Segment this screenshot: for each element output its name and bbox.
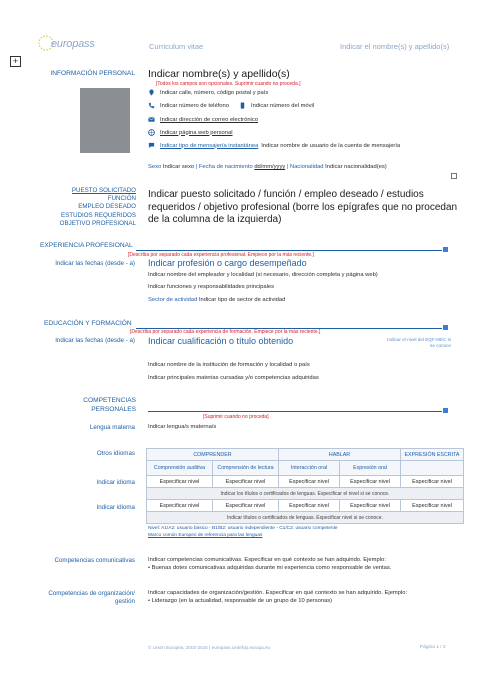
education-title: EDUCACIÓN Y FORMACIÓN (44, 320, 132, 327)
education-subjects: Indicar principales materias cursadas y/o competencias adquiridas (148, 375, 319, 381)
optional-fields-note: [Todos los campos son opcionales. Suprimir cuando no proceda.] (156, 81, 301, 87)
sub-interaccion-oral: Interacción oral (279, 461, 340, 476)
level-cell: Especificar nivel (401, 476, 464, 488)
footer-page-number: Página 1 / 2 (420, 645, 446, 650)
nationality-label: Nacionalidad (290, 164, 324, 170)
sexo-label: Sexo (148, 164, 162, 170)
location-icon (148, 89, 155, 96)
puesto-labels (10, 187, 136, 228)
organization-label (10, 590, 135, 606)
languages-table-subhead (147, 461, 464, 476)
birth-value: dd/mm/yyyy (254, 164, 286, 170)
competencias-separator-marker (443, 408, 448, 413)
sub-comprension-auditiva: Comprensión auditiva (147, 461, 213, 476)
photo-placeholder (80, 88, 130, 153)
communication-text-1: Indicar competencias comunicativas. Especificar en qué contexto se han adquirido. Ejemplo: (148, 557, 386, 563)
address-text: Indicar calle, número, código postal y país (160, 89, 269, 96)
experience-date-label: Indicar las fechas (desde - a) (55, 260, 135, 267)
sub-expresion-oral: Expresión oral (340, 461, 401, 476)
phone-text: Indicar número de teléfono (160, 102, 229, 109)
experience-employer: Indicar nombre del empleador y localidad (si necesario, dirección completa y página web) (148, 272, 378, 278)
puesto-label-2: FUNCIÓN (107, 195, 136, 203)
web-row (148, 129, 233, 136)
certificate-note: Indicar títulos o certificados de lenguas. Especificar nivel si se conoce. (147, 512, 464, 524)
organization-label-2: gestión (115, 598, 135, 605)
lengua-materna-label: Lengua materna (89, 424, 135, 431)
logo-text: europass (51, 38, 95, 50)
web-icon (148, 129, 155, 136)
nationality-value: Indicar nacionalidad(es) (325, 164, 387, 170)
education-note: [Describa por separado cada experiencia de formación. Empiece por la más reciente.] (130, 329, 321, 335)
experience-title: EXPERIENCIA PROFESIONAL (40, 242, 133, 249)
table-row-note (147, 488, 464, 500)
cefr-link[interactable]: Marco común Europeo de referencia para las lenguas (148, 533, 263, 538)
sector-label: Sector de actividad (148, 297, 198, 303)
languages-table (146, 448, 464, 524)
levels-legend: Nivel: A1/A2: usuario básico - B1/B2: usuario independiente - C1/C2: usuario competente (148, 526, 338, 531)
level-cell: Especificar nivel (147, 500, 213, 512)
table-row-note (147, 512, 464, 524)
footer-copyright: © Unión Europea, 2002-2016 | europass.cedefop.europa.eu (148, 645, 271, 650)
email-icon (148, 116, 155, 123)
header-name-placeholder: Indicar el nombre(s) y apellido(s) (340, 42, 450, 51)
sexo-value: Indicar sexo (162, 164, 195, 170)
sub-comprension-lectura: Comprensión de lectura (213, 461, 279, 476)
organization-text-1: Indicar capacidades de organización/gestión. Especificar en qué contexto se han adquirido. Ejemplo: (148, 590, 408, 596)
personal-details-line (148, 164, 387, 170)
email-text[interactable]: Indicar dirección de correo electrónico (160, 116, 258, 123)
mobile-text: Indicar número del móvil (250, 102, 315, 109)
phone-row (148, 102, 314, 109)
competencias-separator (148, 411, 442, 412)
competencias-title-1: COMPETENCIAS (83, 397, 136, 404)
web-text[interactable]: Indicar página web personal (160, 129, 233, 136)
puesto-label-3: EMPLEO DESEADO (78, 203, 136, 211)
mobile-icon (239, 102, 246, 109)
eqf-level-note: Indicar el nivel del EQF-MEC si se conoce (387, 337, 451, 348)
head-hablar: HABLAR (279, 449, 401, 461)
experience-duties: Indicar funciones y responsabilidades principales (148, 284, 274, 290)
competencias-title-2: PERSONALES (91, 405, 136, 413)
separator-1: | (195, 164, 198, 170)
languages-table-head (147, 449, 464, 461)
experience-note: [Describa por separado cada experiencia profesional. Empiece por la más reciente.] (128, 252, 314, 258)
level-cell: Especificar nivel (213, 500, 279, 512)
sub-empty (401, 461, 464, 476)
organization-text-2: • Liderazgo (en la actualidad, responsable de un grupo de 10 personas) (148, 598, 333, 604)
email-row (148, 116, 258, 123)
otros-idiomas-label: Otros idiomas (96, 450, 135, 457)
lengua-materna-value: Indicar lengua/s materna/s (148, 424, 217, 430)
education-institution: Indicar nombre de la institución de formación y localidad o país (148, 362, 310, 368)
phone-icon (148, 102, 155, 109)
separator-2: | (286, 164, 289, 170)
header-cv-label: Curriculum vitae (149, 42, 204, 51)
experience-separator (136, 250, 442, 251)
competencias-note: [Suprimir cuando no proceda] (203, 414, 269, 420)
puesto-text: Indicar puesto solicitado / función / empleo deseado / estudios requeridos / objetivo profesional (borre los epígrafes que no procedan de la columna de la izquierda) (148, 189, 458, 225)
organization-label-1: Competencias de organización/ (48, 590, 135, 597)
expand-button[interactable]: + (10, 56, 21, 67)
level-cell: Especificar nivel (279, 476, 340, 488)
chat-icon (148, 142, 155, 149)
sector-value: Indicar tipo de sector de actividad (198, 297, 286, 303)
education-qualification: Indicar cualificación o título obtenido (148, 336, 294, 346)
communication-label: Competencias comunicativas (54, 557, 135, 564)
communication-text-2: • Buenas dotes comunicativas adquiridas durante mi experiencia como responsable de ventas. (148, 565, 392, 571)
im-type-label: Indicar tipo de mensajería instantánea (160, 142, 259, 149)
experience-separator-marker (443, 247, 448, 252)
address-row (148, 89, 268, 96)
level-cell: Especificar nivel (340, 476, 401, 488)
language-1-label: Indicar idioma (96, 479, 135, 486)
language-2-label: Indicar idioma (96, 504, 135, 511)
level-cell: Especificar nivel (340, 500, 401, 512)
competencias-title (10, 397, 136, 414)
im-user-text: Indicar nombre de usuario de la cuenta de mensajería (261, 142, 401, 149)
education-date-label: Indicar las fechas (desde - a) (55, 337, 135, 344)
experience-sector (148, 297, 285, 303)
head-comprender: COMPRENDER (147, 449, 279, 461)
birth-label: Fecha de nacimiento (198, 164, 253, 170)
full-name: Indicar nombre(s) y apellido(s) (148, 68, 290, 80)
table-row (147, 476, 464, 488)
head-expresion-escrita: EXPRESIÓN ESCRITA (401, 449, 464, 461)
education-separator-marker (443, 325, 448, 330)
personal-info-title: INFORMACIÓN PERSONAL (50, 70, 135, 77)
certificate-note: Indicar los títulos o certificados de lenguas. Especificar el nivel si se conoce. (147, 488, 464, 500)
table-row (147, 500, 464, 512)
experience-job: Indicar profesión o cargo desempeñado (148, 258, 307, 268)
level-cell: Especificar nivel (213, 476, 279, 488)
puesto-label-1: PUESTO SOLICITADO (71, 187, 136, 194)
puesto-label-4: ESTUDIOS REQUERIDOS (61, 211, 136, 219)
level-cell: Especificar nivel (147, 476, 213, 488)
small-checkbox[interactable] (451, 173, 457, 179)
level-cell: Especificar nivel (279, 500, 340, 512)
puesto-label-5: OBJETIVO PROFESIONAL (59, 219, 136, 227)
im-row (148, 142, 400, 149)
level-cell: Especificar nivel (401, 500, 464, 512)
